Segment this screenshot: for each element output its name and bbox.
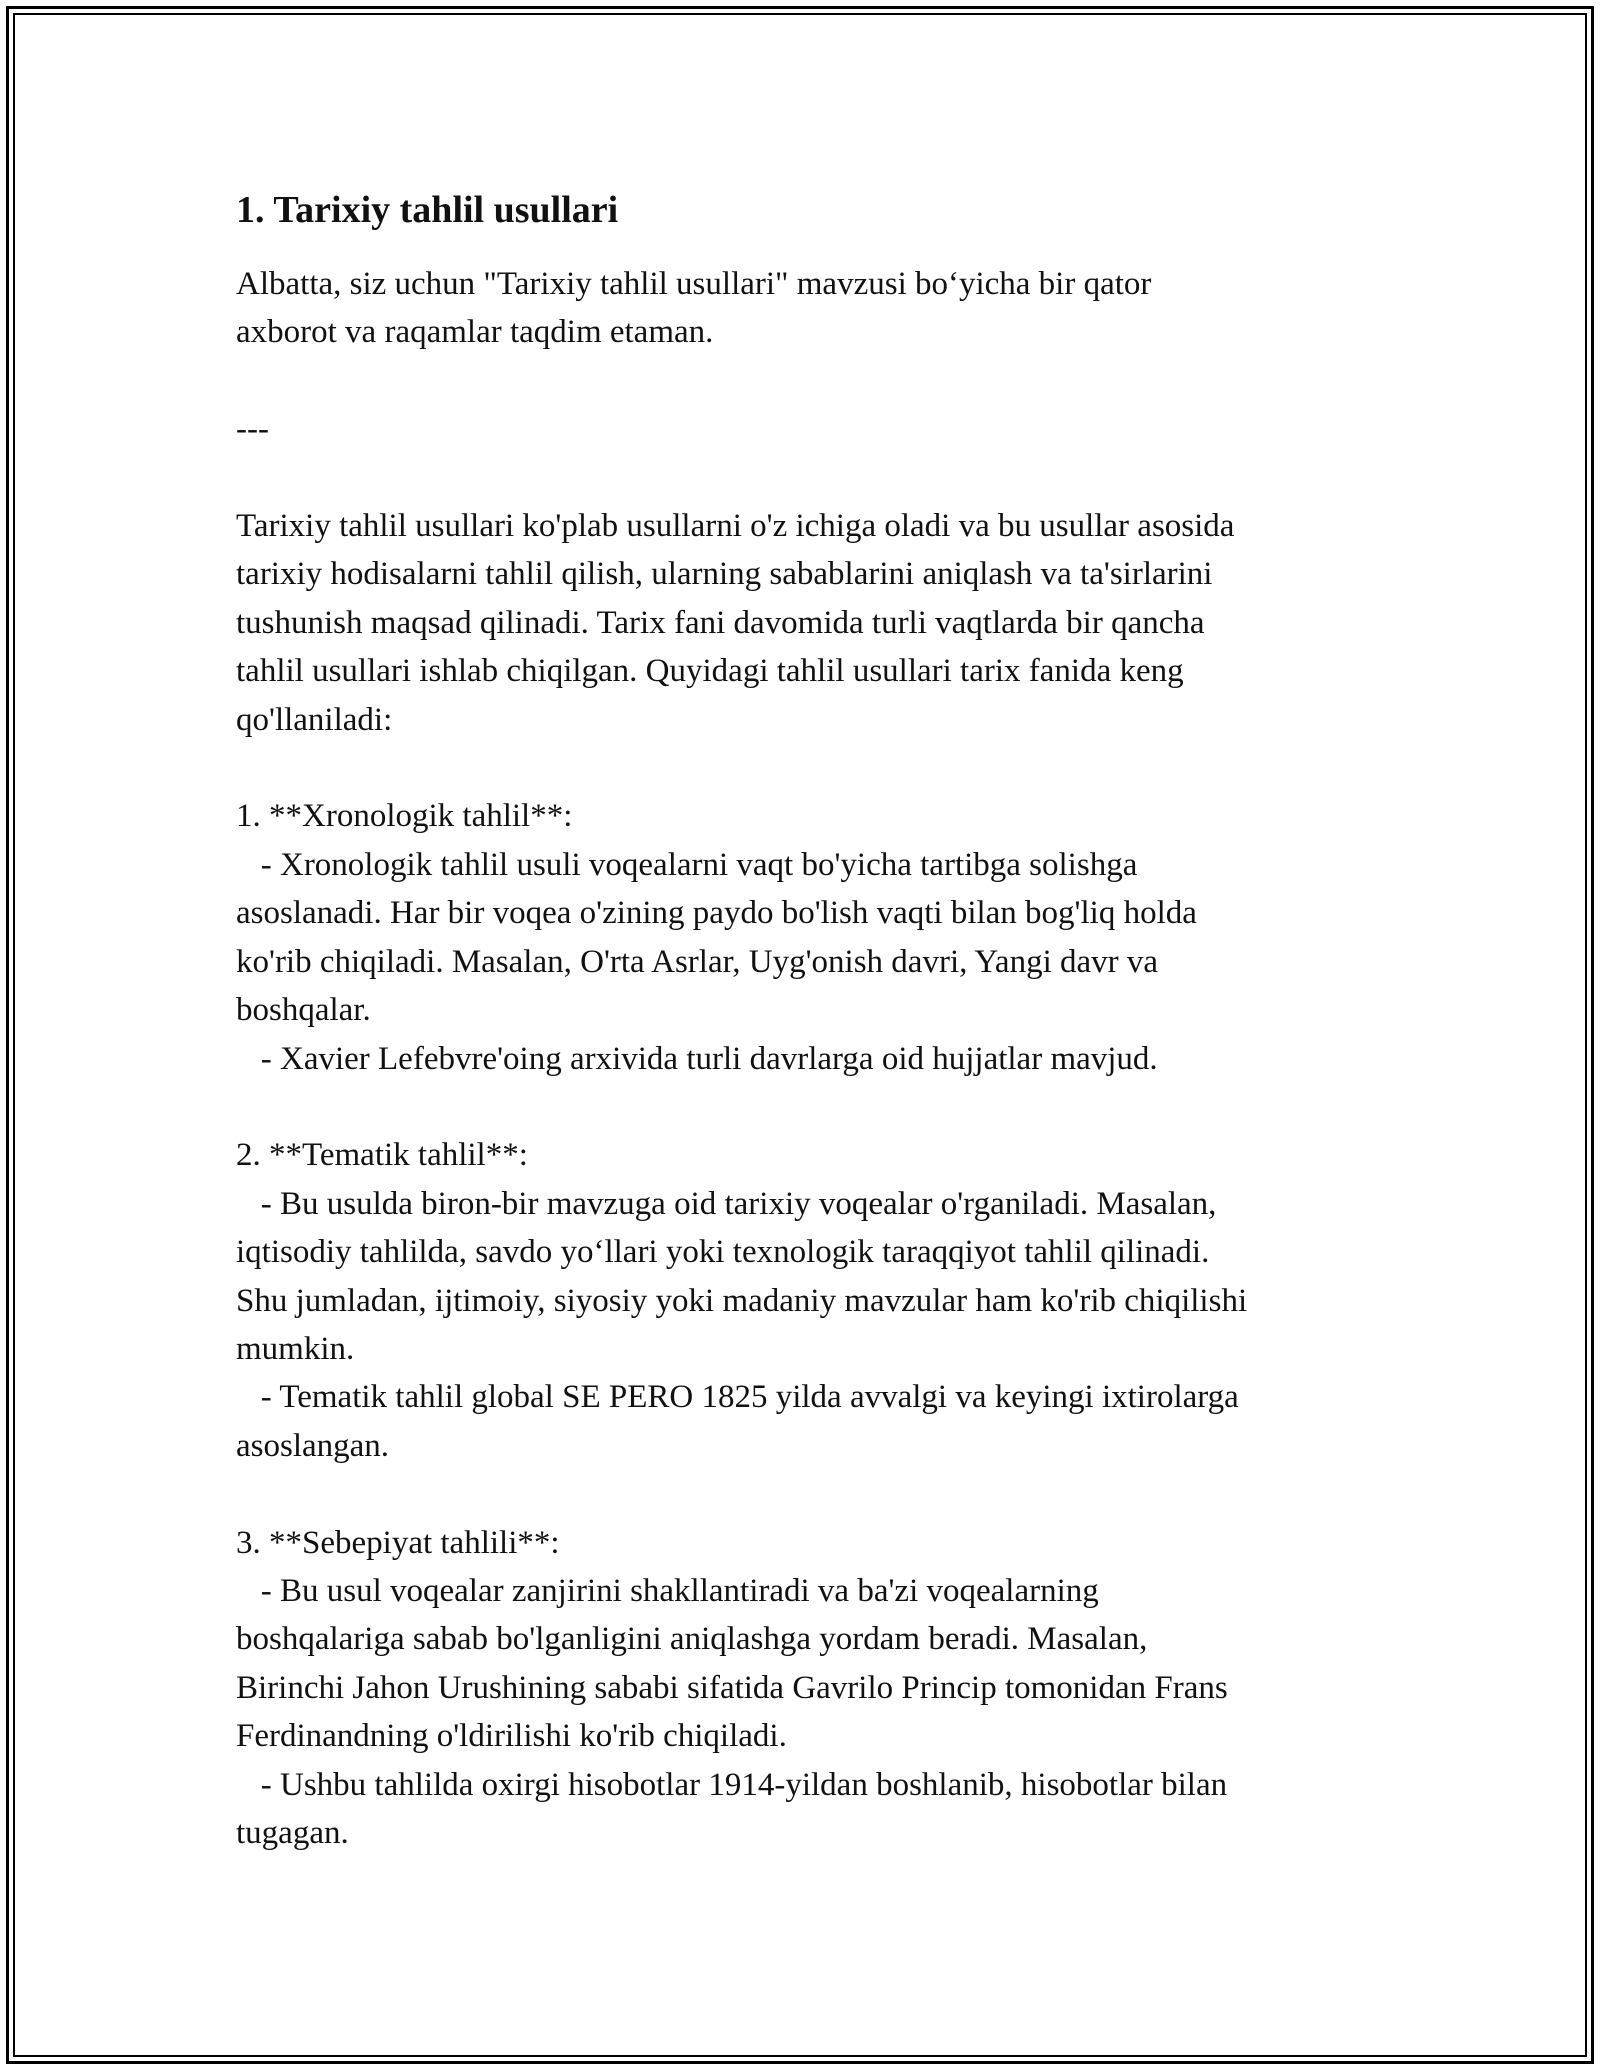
document-body: Albatta, siz uchun "Tarixiy tahlil usullari" mavzusi boʻyicha bir qator axborot va raqamlar taqdim etaman. --- Tarixiy tahlil usullari ko'plab usullarni o'z ichiga oladi va bu usullar asosida tarixiy hodisalarni tahlil qilish, ularning sabablarini aniqlash va ta'sirlarini tushunish maqsad qilinadi. Tarix fani davomida turli vaqtlarda bir qancha tahlil usullari ishlab chiqilgan. Quyidagi tahlil usullari tarix fanida keng qo'llaniladi: 1. **Xronologik tahlil**: - Xronologik tahlil usuli voqealarni vaqt bo'yicha tartibga solishga asoslanadi. Har bir voqea o'zining paydo bo'lish vaqti bilan bog'liq holda ko'rib chiqiladi. Masalan, O'rta Asrlar, Uyg'onish davri, Yangi davr va boshqalar. - Xavier Lefebvre'oing arxivida turli davrlarga oid hujjatlar mavjud. 2. **Tematik tahlil**: - Bu usulda biron-bir mavzuga oid tarixiy voqealar o'rganiladi. Masalan, iqtisodiy tahlilda, savdo yoʻllari yoki texnologik taraqqiyot tahlil qilinadi. Shu jumladan, ijtimoiy, siyosiy yoki madaniy mavzular ham ko'rib chiqilishi mumkin. - Tematik tahlil global SE PERO 1825 yilda avvalgi va keyingi ixtirolarga asoslangan. 3. **Sebepiyat tahlili**: - Bu usul voqealar zanjirini shakllantiradi va ba'zi voqealarning boshqalariga sabab bo'lganligini aniqlashga yordam beradi. Masalan, Birinchi Jahon Urushining sababi sifatida Gavrilo Princip tomonidan Frans Ferdinandning o'ldirilishi ko'rib chiqiladi. - Ushbu tahlilda oxirgi hisobotlar 1914-yildan boshlanib, hisobotlar bilan tugagan. — [236, 266, 1248, 1851]
document-title: 1. Tarixiy tahlil usullari — [236, 189, 619, 231]
document-content — [236, 186, 1376, 1857]
